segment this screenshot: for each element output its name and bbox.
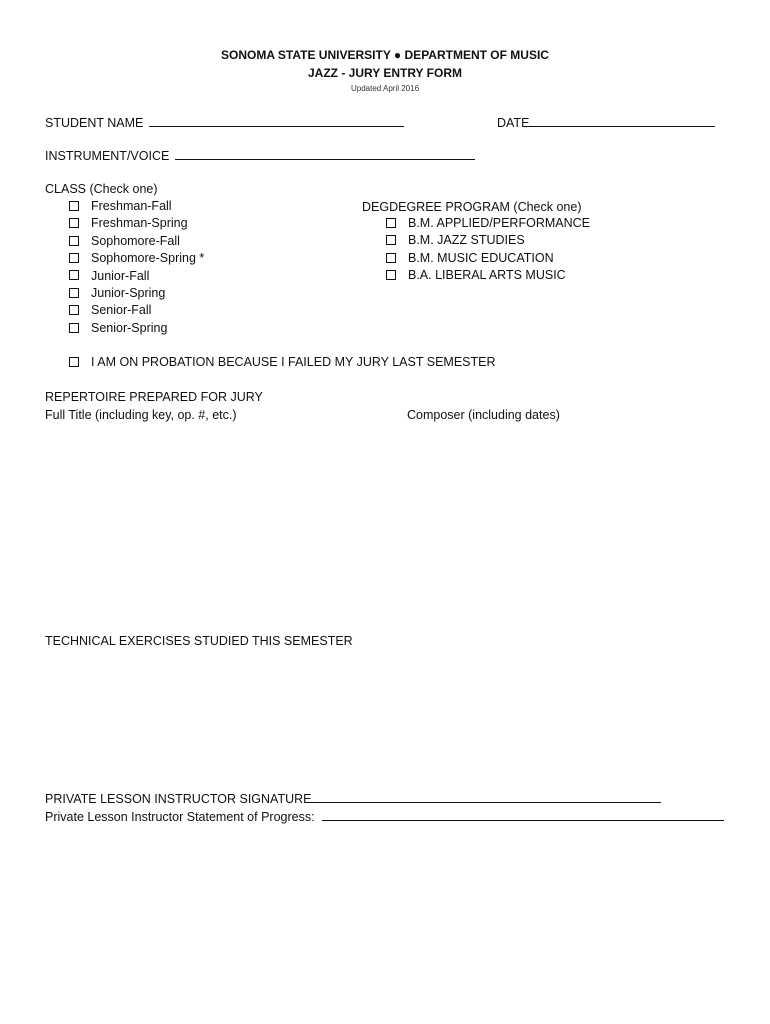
student-name-field — [45, 114, 404, 130]
date-input[interactable] — [529, 114, 715, 127]
class-option[interactable] — [69, 215, 188, 232]
degree-option-label: B.M. APPLIED/PERFORMANCE — [408, 216, 590, 230]
degree-option[interactable] — [386, 267, 566, 284]
class-checkbox[interactable] — [69, 305, 79, 315]
signature-field — [45, 790, 661, 806]
class-option-label: Senior-Spring — [91, 320, 168, 335]
probation-label: I AM ON PROBATION BECAUSE I FAILED MY JURY LAST SEMESTER — [91, 355, 496, 369]
class-option[interactable] — [69, 268, 149, 285]
student-name-label: STUDENT NAME — [45, 116, 144, 130]
probation-checkbox[interactable] — [69, 357, 79, 367]
class-checkbox[interactable] — [69, 218, 79, 228]
class-option-label: Junior-Fall — [91, 268, 150, 283]
class-checkbox[interactable] — [69, 288, 79, 298]
repertoire-title-column: Full Title (including key, op. #, etc.) — [45, 408, 237, 422]
progress-label: Private Lesson Instructor Statement of Progress: — [45, 810, 315, 824]
repertoire-label: REPERTOIRE PREPARED FOR JURY — [45, 390, 263, 404]
date-field — [497, 114, 715, 130]
updated-date: Updated April 2016 — [350, 84, 420, 93]
student-name-input[interactable] — [149, 114, 404, 127]
class-checkbox[interactable] — [69, 323, 79, 333]
progress-input[interactable] — [322, 808, 724, 821]
form-title: JAZZ - JURY ENTRY FORM — [307, 66, 462, 80]
degree-option[interactable] — [386, 215, 590, 232]
class-option[interactable] — [69, 285, 165, 302]
degree-checkbox[interactable] — [386, 218, 396, 228]
degree-option[interactable] — [386, 250, 554, 267]
class-label: CLASS (Check one) — [45, 182, 158, 196]
instrument-label: INSTRUMENT/VOICE — [45, 149, 170, 163]
degree-option-label: B.A. LIBERAL ARTS MUSIC — [408, 268, 566, 283]
degree-checkbox[interactable] — [386, 253, 396, 263]
degree-option-label: B.M. MUSIC EDUCATION — [408, 250, 554, 265]
class-checkbox[interactable] — [69, 270, 79, 280]
class-option-label: Sophomore-Fall — [91, 233, 180, 248]
class-option-label: Sophomore-Spring * — [91, 251, 205, 266]
instrument-input[interactable] — [175, 147, 475, 160]
technical-exercises-label: TECHNICAL EXERCISES STUDIED THIS SEMESTER — [45, 634, 353, 648]
date-label: DATE — [497, 116, 530, 130]
signature-input[interactable] — [311, 790, 661, 803]
progress-field — [45, 808, 724, 824]
class-option-label: Freshman-Fall — [91, 199, 172, 213]
class-option[interactable] — [69, 233, 180, 250]
class-option-label: Freshman-Spring — [91, 216, 188, 231]
class-checkbox[interactable] — [69, 253, 79, 263]
class-checkbox[interactable] — [69, 201, 79, 211]
probation-option[interactable] — [69, 354, 496, 371]
class-option-label: Senior-Fall — [91, 303, 152, 318]
signature-label: PRIVATE LESSON INSTRUCTOR SIGNATURE — [45, 792, 312, 806]
instrument-field — [45, 147, 475, 163]
degree-option[interactable] — [386, 232, 525, 249]
class-option[interactable] — [69, 302, 151, 319]
degree-checkbox[interactable] — [386, 235, 396, 245]
repertoire-composer-column: Composer (including dates) — [407, 408, 560, 422]
header-title: SONOMA STATE UNIVERSITY ● DEPARTMENT OF MUSIC — [221, 48, 549, 62]
class-option[interactable] — [69, 320, 167, 337]
degree-checkbox[interactable] — [386, 270, 396, 280]
degree-option-label: B.M. JAZZ STUDIES — [408, 233, 525, 248]
class-option-label: Junior-Spring — [91, 286, 166, 300]
class-option[interactable] — [69, 250, 204, 267]
degree-label: DEGDEGREE PROGRAM (Check one) — [362, 200, 582, 214]
class-option[interactable] — [69, 198, 172, 215]
class-checkbox[interactable] — [69, 236, 79, 246]
